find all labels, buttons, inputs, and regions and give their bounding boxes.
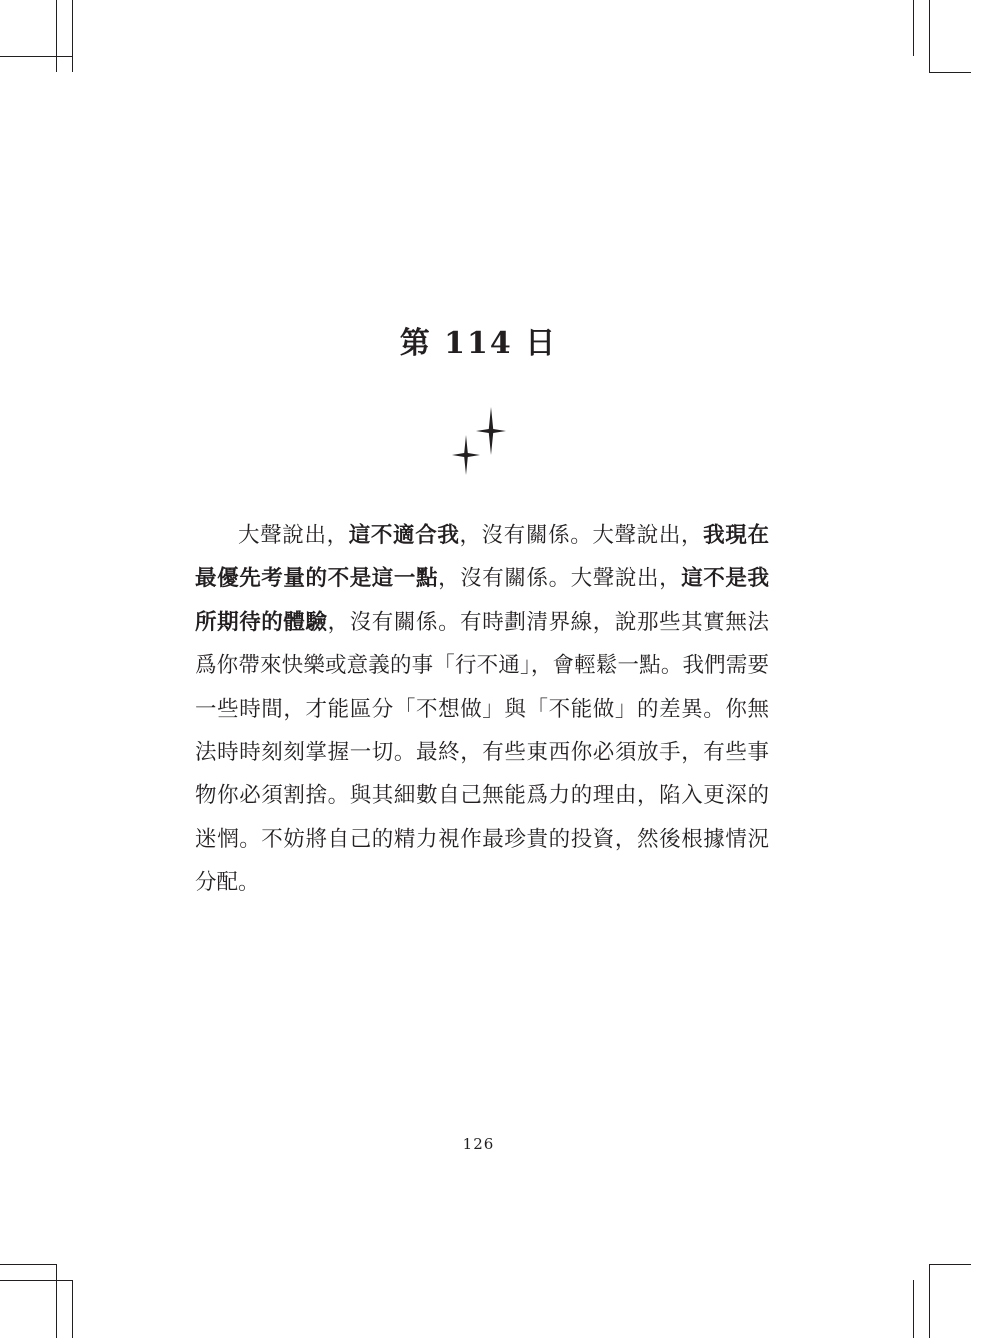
text-run: ，沒有關係。大聲說出， bbox=[438, 566, 682, 592]
page-number: 126 bbox=[462, 1135, 495, 1153]
four-point-stars-icon bbox=[448, 405, 512, 477]
paragraph bbox=[195, 514, 769, 905]
crop-mark bbox=[56, 0, 57, 72]
crop-mark bbox=[929, 0, 930, 72]
crop-mark bbox=[929, 1264, 971, 1265]
emphasis-text: 我現在最優先考量的不是這一點 bbox=[195, 523, 769, 592]
body-text bbox=[195, 514, 769, 905]
chapter-title: 第 114 日 bbox=[399, 326, 558, 361]
crop-mark bbox=[929, 72, 971, 73]
crop-mark bbox=[56, 1264, 57, 1338]
star-large bbox=[476, 407, 506, 455]
crop-mark bbox=[913, 1280, 914, 1338]
crop-mark bbox=[929, 1264, 930, 1338]
crop-mark bbox=[72, 0, 73, 72]
crop-mark bbox=[0, 56, 72, 57]
crop-mark bbox=[0, 1264, 56, 1265]
emphasis-text: 這不適合我 bbox=[348, 523, 460, 548]
text-run: ，沒有關係。有時劃清界線，說那些其實無法爲你帶來快樂或意義的事「行不通」，會輕鬆一點。我們需要一些時間，才能區分「不想做」與「不能做」的差異。你無法時時刻刻掌握一切。最終，有些東西你必須放手，有些事物你必須割捨。與其細數自己無能爲力的理由，陷入更深的迷惘。不妨將自己的精力視作最珍貴的投資，然後根據情況分配。 bbox=[195, 609, 769, 896]
emphasis-text: 這不是我所期待的體驗 bbox=[195, 566, 769, 635]
crop-mark bbox=[913, 0, 914, 56]
crop-mark bbox=[72, 1280, 73, 1338]
crop-mark bbox=[0, 1280, 72, 1281]
text-run: 大聲說出， bbox=[238, 523, 349, 548]
text-run: ，沒有關係。大聲說出， bbox=[459, 523, 704, 548]
star-small bbox=[452, 435, 480, 475]
